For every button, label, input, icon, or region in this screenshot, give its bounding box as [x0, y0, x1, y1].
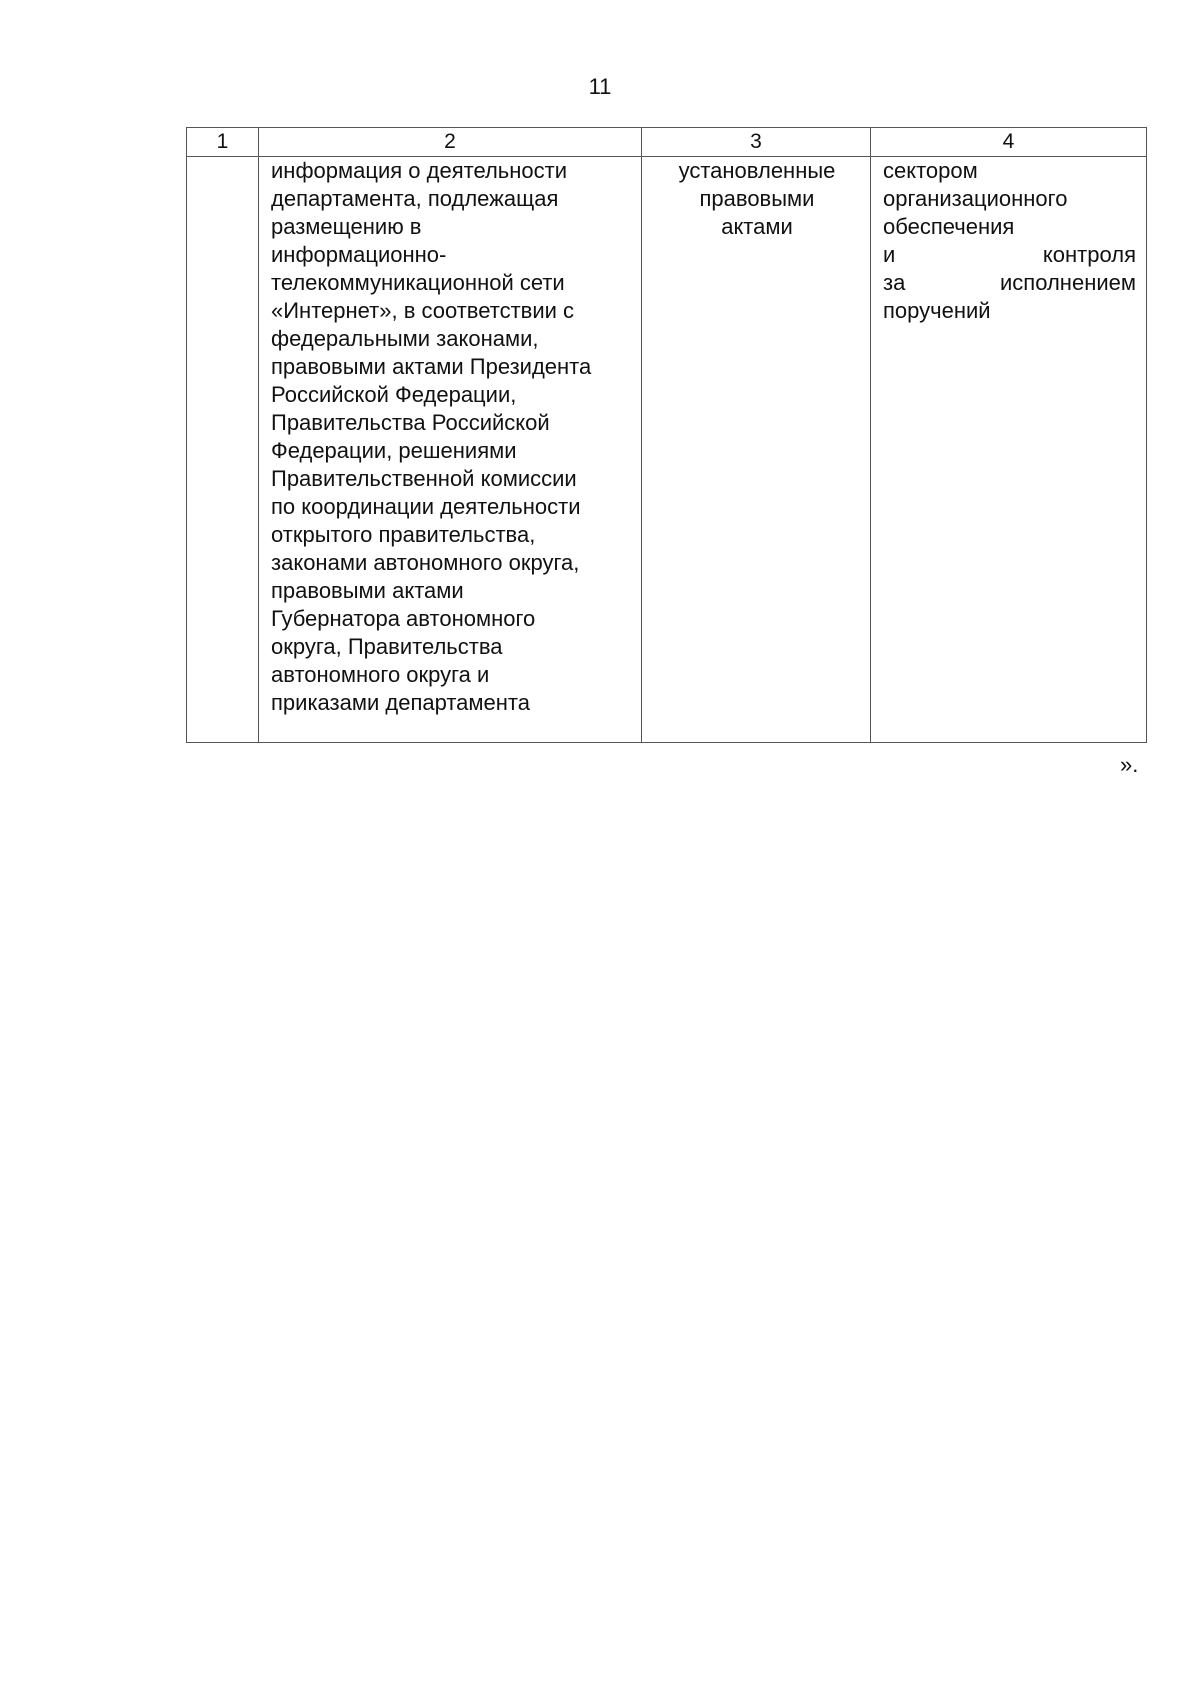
text-line: информация о деятельности: [271, 158, 568, 183]
text-line: организационного: [883, 186, 1068, 211]
cell-number: [187, 157, 259, 743]
document-table: [186, 127, 1147, 743]
text-line: правовыми актами: [271, 578, 464, 603]
text-line: правовыми актами Президента: [271, 354, 592, 379]
text-line: Российской Федерации,: [271, 382, 517, 407]
text-line: автономного округа и: [271, 662, 490, 687]
text-line: информационно-: [271, 242, 447, 267]
text-line: департамента, подлежащая: [271, 186, 559, 211]
text-line: актами: [721, 214, 793, 239]
column-header-4: 4: [871, 128, 1147, 157]
cell-information-description: [259, 157, 642, 743]
text-line: установленные: [678, 158, 836, 183]
column-header-3: 3: [642, 128, 871, 157]
text-line: Федерации, решениями: [271, 438, 517, 463]
text-line: законами автономного округа,: [271, 550, 580, 575]
closing-quote-mark: ».: [1120, 752, 1139, 777]
text-line: округа, Правительства: [271, 634, 503, 659]
text-line: Правительственной комиссии: [271, 466, 577, 491]
cell-deadline: [642, 157, 871, 743]
text-line: по координации деятельности: [271, 494, 581, 519]
text-line: правовыми: [699, 186, 815, 211]
text-line: сектором: [883, 158, 978, 183]
text-line: федеральными законами,: [271, 326, 539, 351]
text-line: поручений: [883, 298, 991, 323]
column-header-1: 1: [187, 128, 259, 157]
text-line: размещению в: [271, 214, 422, 239]
table-header-row: [187, 128, 1147, 157]
page-number: 11: [588, 74, 612, 99]
text-line: «Интернет», в соответствии с: [271, 298, 575, 323]
text-line: Губернатора автономного: [271, 606, 536, 631]
column-header-2: 2: [259, 128, 642, 157]
table-row: [187, 157, 1147, 743]
text-line: и контроля: [883, 242, 1136, 267]
text-line: Правительства Российской: [271, 410, 550, 435]
text-line: приказами департамента: [271, 690, 530, 715]
cell-responsible: [871, 157, 1147, 743]
text-line: открытого правительства,: [271, 522, 536, 547]
text-line: телекоммуникационной сети: [271, 270, 565, 295]
text-line: обеспечения: [883, 214, 1015, 239]
text-line: за исполнением: [883, 270, 1136, 295]
